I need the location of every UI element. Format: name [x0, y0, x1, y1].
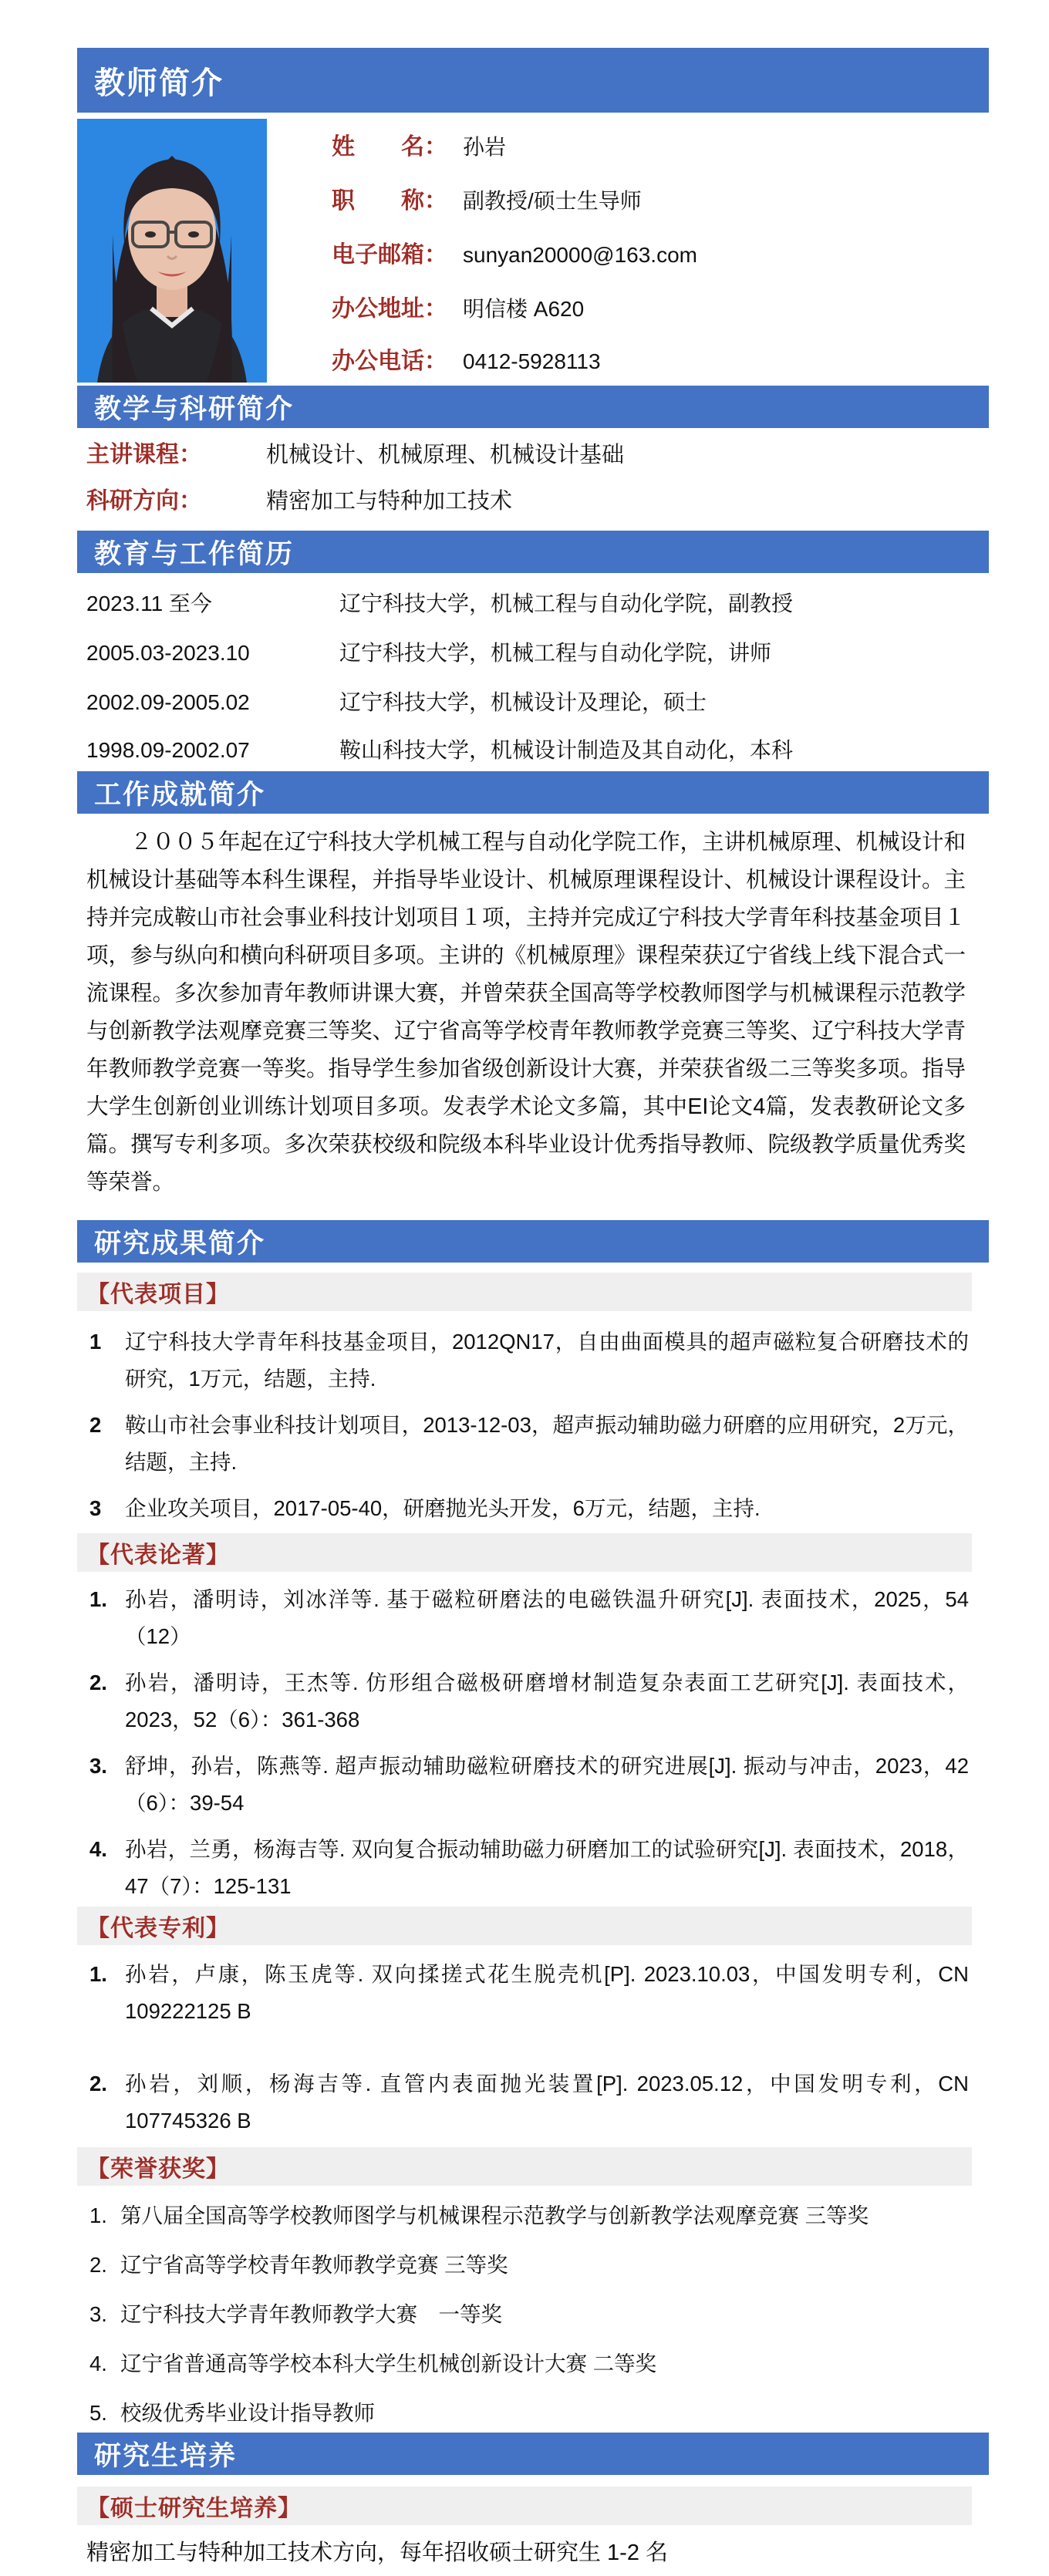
section-title-education-work: 教育与工作简历 — [94, 538, 295, 569]
band-representative-projects — [77, 1273, 972, 1311]
section-bar-teaching-research — [77, 386, 989, 428]
history-row — [86, 734, 966, 767]
courses-value: 机械设计、机械原理、机械设计基础 — [266, 443, 625, 467]
honor-item — [89, 2249, 969, 2281]
profile-photo — [77, 119, 267, 383]
honor-number: 3. — [89, 2302, 107, 2326]
paper-number: 1. — [89, 1587, 107, 1611]
research-direction-label: 科研方向： — [86, 488, 202, 514]
honor-text: 第八届全国高等学校教师图学与机械课程示范教学与创新教学法观摩竞赛 三等奖 — [120, 2203, 869, 2227]
section-bar-graduate-training — [77, 2433, 989, 2475]
section-title-work-achievements: 工作成就简介 — [94, 779, 266, 810]
patent-item — [89, 1956, 969, 2030]
history-row — [86, 588, 966, 620]
email-label: 电子邮箱： — [332, 242, 447, 268]
band-representative-papers — [77, 1533, 972, 1572]
history-row — [86, 686, 966, 719]
honor-item — [89, 2348, 969, 2380]
honor-item — [89, 2298, 969, 2331]
section-bar-education-work — [77, 531, 989, 573]
project-item — [89, 1323, 969, 1398]
project-text: 鞍山市社会事业科技计划项目，2013-12-03，超声振动辅助磁力研磨的应用研究，2万元，结题，主持. — [125, 1413, 969, 1474]
office-phone-value: 0412-5928113 — [463, 349, 601, 373]
projects-header: 【代表项目】 — [86, 1282, 230, 1307]
band-honors-awards — [77, 2147, 972, 2186]
history-period: 2023.11 至今 — [86, 592, 212, 615]
patent-item — [89, 2065, 969, 2139]
section-bar-teacher-intro — [77, 48, 989, 113]
paper-text: 舒坤，孙岩，陈燕等. 超声振动辅助磁粒研磨技术的研究进展[J]. 振动与冲击，2023，42（6）：39-54 — [125, 1754, 969, 1815]
project-item — [89, 1490, 969, 1527]
paper-item — [89, 1831, 969, 1905]
band-representative-patents — [77, 1907, 972, 1945]
honor-number: 5. — [89, 2401, 107, 2425]
history-detail: 辽宁科技大学，机械工程与自动化学院，讲师 — [339, 641, 772, 665]
honor-text: 辽宁省高等学校青年教师教学竞赛 三等奖 — [120, 2253, 508, 2277]
achievements-text: ２００５年起在辽宁科技大学机械工程与自动化学院工作，主讲机械原理、机械设计和机械设计基础等本科生课程，并指导毕业设计、机械原理课程设计、机械设计课程设计。主持并完成鞍山市社会事业科技计划项目１项，主持并完成辽宁科技大学青年科技基金项目１项，参与纵向和横向科研项目多项。主讲的《机械原理》课程荣获辽宁省线上线下混合式一流课程。多次参加青年教师讲课大赛，并曾荣获全国高等学校教师图学与机械课程示范教学与创新教学法观摩竞赛三等奖、辽宁省高等学校青年教师教学竞赛三等奖、辽宁科技大学青年教师教学竞赛一等奖。指导学生参加省级创新设计大赛，并荣获省级二三等奖多项。指导大学生创新创业训练计划项目多项。发表学术论文多篇，其中EI论文4篇，发表教研论文多篇。撰写专利多项。多次荣获校级和院级本科毕业设计优秀指导教师、院级教学质量优秀奖等荣誉。 — [86, 830, 966, 1195]
patent-number: 2. — [89, 2072, 107, 2096]
honor-item — [89, 2200, 969, 2232]
history-detail: 辽宁科技大学，机械设计及理论，硕士 — [339, 690, 707, 714]
research-direction-value: 精密加工与特种加工技术 — [266, 489, 513, 514]
name-label: 姓 名： — [332, 134, 447, 160]
achievements-paragraph — [86, 824, 966, 1202]
paper-number: 3. — [89, 1754, 107, 1778]
email-value: sunyan20000@163.com — [463, 243, 697, 267]
section-bar-research-results — [77, 1220, 989, 1263]
section-bar-work-achievements — [77, 771, 989, 814]
paper-item — [89, 1664, 969, 1738]
project-text: 企业攻关项目，2017-05-40，研磨抛光头开发，6万元，结题，主持. — [125, 1496, 761, 1520]
title-label: 职 称： — [332, 188, 447, 214]
courses-label: 主讲课程： — [86, 442, 202, 467]
papers-header: 【代表论著】 — [86, 1543, 230, 1568]
honor-text: 校级优秀毕业设计指导教师 — [120, 2401, 375, 2425]
project-text: 辽宁科技大学青年科技基金项目，2012QN17，自由曲面模具的超声磁粒复合研磨技术的研究，1万元，结题，主持. — [125, 1330, 969, 1391]
paper-item — [89, 1748, 969, 1822]
project-number: 1 — [89, 1330, 102, 1354]
name-value: 孙岩 — [463, 135, 507, 159]
honor-number: 4. — [89, 2352, 107, 2375]
history-period: 2002.09-2005.02 — [86, 690, 250, 714]
office-address-value: 明信楼 A620 — [463, 297, 585, 321]
paper-text: 孙岩，兰勇，杨海吉等. 双向复合振动辅助磁力研磨加工的试验研究[J]. 表面技术，2018，47（7）：125-131 — [125, 1837, 969, 1898]
history-row — [86, 637, 966, 669]
title-value: 副教授/硕士生导师 — [463, 189, 642, 213]
section-title-teaching-research: 教学与科研简介 — [94, 393, 295, 424]
section-title-graduate-training: 研究生培养 — [94, 2440, 238, 2471]
office-phone-label: 办公电话： — [332, 349, 447, 374]
office-address-label: 办公地址： — [332, 296, 447, 322]
honors-header: 【荣誉获奖】 — [86, 2156, 230, 2182]
band-master-training — [77, 2487, 972, 2525]
honor-text: 辽宁省普通高等学校本科大学生机械创新设计大赛 二等奖 — [120, 2352, 657, 2375]
project-item — [89, 1407, 969, 1481]
honor-item — [89, 2397, 969, 2429]
paper-item — [89, 1581, 969, 1655]
paper-number: 4. — [89, 1837, 107, 1861]
project-number: 2 — [89, 1413, 102, 1437]
history-period: 1998.09-2002.07 — [86, 738, 250, 762]
patents-header: 【代表专利】 — [86, 1916, 230, 1941]
history-detail: 辽宁科技大学，机械工程与自动化学院，副教授 — [339, 592, 794, 615]
patent-text: 孙岩，卢康，陈玉虎等. 双向揉搓式花生脱壳机[P]. 2023.10.03，中国发明专利，CN 109222125 B — [125, 1962, 969, 2023]
section-title-teacher-intro: 教师简介 — [94, 66, 224, 100]
master-training-header: 【硕士研究生培养】 — [86, 2496, 302, 2521]
honor-number: 2. — [89, 2253, 107, 2277]
project-number: 3 — [89, 1496, 102, 1520]
honor-text: 辽宁科技大学青年教师教学大赛 一等奖 — [120, 2302, 502, 2326]
paper-text: 孙岩，潘明诗，王杰等. 仿形组合磁极研磨增材制造复杂表面工艺研究[J]. 表面技术，2023，52（6）：361-368 — [125, 1671, 969, 1731]
history-period: 2005.03-2023.10 — [86, 641, 250, 665]
patent-number: 1. — [89, 1962, 107, 1986]
section-title-research-results: 研究成果简介 — [94, 1228, 266, 1259]
patent-text: 孙岩，刘顺，杨海吉等. 直管内表面抛光装置[P]. 2023.05.12，中国发明专利，CN 107745326 B — [125, 2072, 969, 2133]
history-detail: 鞍山科技大学，机械设计制造及其自动化，本科 — [339, 738, 794, 762]
paper-text: 孙岩，潘明诗，刘冰洋等. 基于磁粒研磨法的电磁铁温升研究[J]. 表面技术，2025，54（12） — [125, 1587, 969, 1648]
honor-number: 1. — [89, 2203, 107, 2227]
paper-number: 2. — [89, 1671, 107, 1694]
master-recruit-note: 精密加工与特种加工技术方向，每年招收硕士研究生 1-2 名 — [86, 2541, 669, 2565]
portrait-illustration — [77, 119, 267, 383]
